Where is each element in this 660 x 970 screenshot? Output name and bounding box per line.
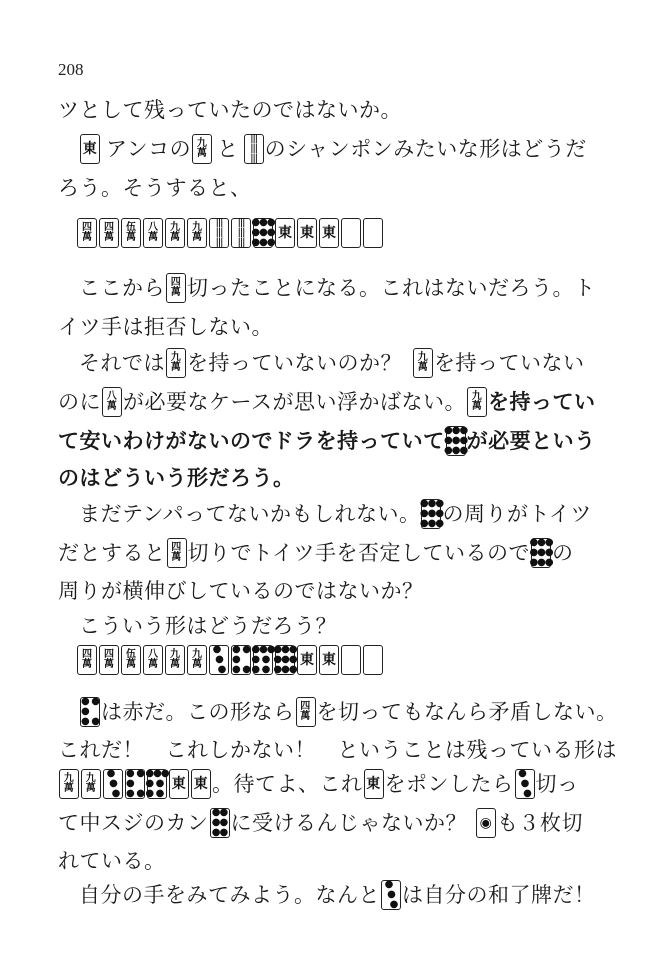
text-line: まだテンパってないかもしれない。 ●●● ●●● ●●● の周りがトイツ [79,498,592,529]
text-line: ツとして残っていたのではないか。 [58,98,402,122]
page-number: 208 [58,60,84,79]
six-pin-tile: ●● ●● ●● [210,808,230,838]
eight-sou-tile: ||| ||| ||| [209,218,229,248]
text-line: これだ！ これしかない！ ということは残っている形は [58,738,617,762]
five-man-tile: 伍 萬 [121,218,141,248]
four-man-tile: 四 萬 [77,645,97,675]
four-man-tile: 四 萬 [99,645,119,675]
blank-tile [363,218,383,248]
nine-man-tile: 九 萬 [192,134,212,164]
nine-pin-tile: ●●● ●●● ●●● [251,217,275,248]
east-wind-tile: 東 [169,769,189,799]
seven-pin-tile: ●●● ● ● ● ● [145,768,169,799]
text-line: ろう。そうすると、 [58,176,252,200]
text-line: 東 アンコの 九 萬 と ||| ||| ||| のシャンポンみたいな形はどうだ [79,131,639,167]
east-wind-tile: 東 [80,134,100,164]
nine-man-tile: 九 萬 [59,769,79,799]
east-wind-tile: 東 [319,645,339,675]
text-line: ● ● ● ● ● は赤だ。この形なら 四 萬 を切ってもなんら矛盾しない。 [81,696,618,727]
text-line: て安いわけがないのでドラを持っていて ●●● ●●● ●●● が必要という [58,425,596,456]
seven-pin-tile: ●●● ● ● ● ● [251,644,275,675]
five-man-tile: 伍 萬 [121,645,141,675]
nine-pin-tile: ●●● ●●● ●●● [529,537,553,568]
text-line: れている。 [58,849,166,873]
east-wind-tile: 東 [275,218,295,248]
four-man-tile: 四 萬 [99,218,119,248]
three-pin-tile: ● ● ● [381,880,401,910]
text-line: のに 八 萬 が必要なケースが思い浮かばない。 九 萬 を持ってい [58,384,618,420]
nine-man-tile: 九 萬 [81,769,101,799]
five-pin-tile: ● ● ● ● ● [232,644,250,675]
four-man-tile: 四 萬 [296,697,316,727]
blank-tile [341,218,361,248]
hand-diagram-1 [76,218,384,248]
east-wind-tile: 東 [297,218,317,248]
nine-man-tile: 九 萬 [165,218,185,248]
eight-sou-tile: ||| ||| ||| [244,134,264,164]
three-pin-tile: ● ● ● [209,645,229,675]
text-line: 九 萬 九 萬 ● ● ● ● ● ● ● ● ●●● ● ● ● ● 東 東 。待てよ、これ 東 をポンしたら ● ● ● 切っ [58,766,618,802]
east-wind-tile: 東 [319,218,339,248]
three-pin-tile: ● ● ● [103,769,123,799]
text-line: それでは 九 萬 を持っていないのか？ 九 萬 を持っていない [79,345,639,381]
five-pin-tile: ● ● ● ● ● [81,696,99,727]
nine-man-tile: 九 萬 [467,387,487,417]
text-line: ここから 四 萬 切ったことになる。これはないだろう。ト [79,270,639,306]
four-man-tile: 四 萬 [166,273,186,303]
text-line: こういう形はどうだろう？ [79,614,337,638]
nine-pin-tile: ●●● ●●● ●●● [273,644,297,675]
three-pin-tile: ● ● ● [515,769,535,799]
text-line: のはどういう形だろう。 [58,465,295,490]
text-line: だとすると 四 萬 切りでトイツ手を否定しているので ●●● ●●● ●●● の [58,537,574,568]
one-pin-tile: ◉ [476,808,496,838]
nine-pin-tile: ●●● ●●● ●●● [444,425,468,456]
text-line: イツ手は拒否しない。 [58,315,273,339]
hand-diagram-2 [76,645,384,675]
east-wind-tile: 東 [364,769,384,799]
text-line: 自分の手をみてみよう。なんと ● ● ● は自分の和了牌だ！ [79,879,596,910]
nine-pin-tile: ●●● ●●● ●●● [419,498,444,529]
nine-man-tile: 九 萬 [165,645,185,675]
eight-man-tile: 八 萬 [143,218,163,248]
text-line: 周りが横伸びしているのではないか？ [58,579,424,603]
eight-man-tile: 八 萬 [143,645,163,675]
five-pin-tile: ● ● ● ● ● [126,768,144,799]
text-line: て中スジのカン ●● ●● ●● に受けるんじゃないか？ ◉ も３枚切 [58,807,583,838]
east-wind-tile: 東 [297,645,317,675]
nine-man-tile: 九 萬 [166,348,186,378]
four-man-tile: 四 萬 [77,218,97,248]
eight-sou-tile: ||| ||| ||| [231,218,251,248]
east-wind-tile: 東 [191,769,211,799]
nine-man-tile: 九 萬 [413,348,433,378]
four-man-tile: 四 萬 [167,538,187,568]
blank-tile [363,645,383,675]
blank-tile [341,645,361,675]
nine-man-tile: 九 萬 [187,218,207,248]
eight-man-tile: 八 萬 [102,387,122,417]
nine-man-tile: 九 萬 [187,645,207,675]
